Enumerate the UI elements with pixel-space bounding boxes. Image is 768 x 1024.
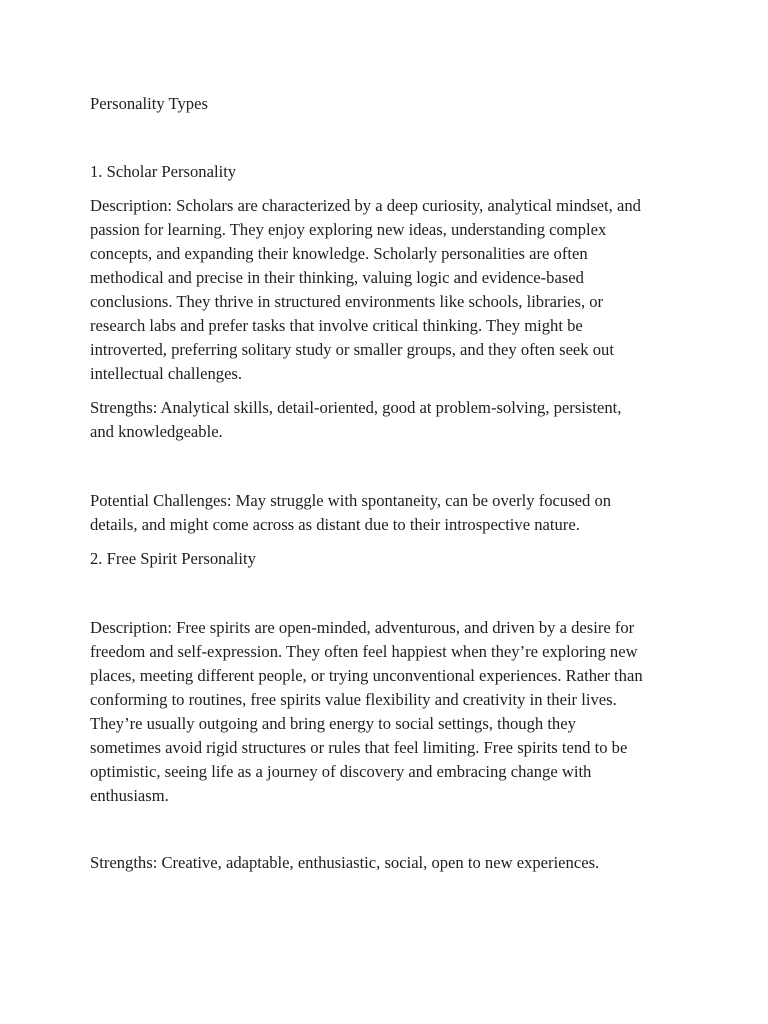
text-line: conforming to routines, free spirits value flexibility and creativity in their lives. <box>90 690 617 709</box>
text-line: and knowledgeable. <box>90 422 223 441</box>
text-line: freedom and self-expression. They often feel happiest when they’re exploring new <box>90 642 638 661</box>
section-heading-free-spirit <box>90 547 690 571</box>
text-line: research labs and prefer tasks that involve critical thinking. They might be <box>90 316 583 335</box>
text-line: sometimes avoid rigid structures or rules that feel limiting. Free spirits tend to be <box>90 738 628 757</box>
text-line: introverted, preferring solitary study or smaller groups, and they often seek out <box>90 340 614 359</box>
title-text: Personality Types <box>90 94 208 113</box>
text-line: concepts, and expanding their knowledge. Scholarly personalities are often <box>90 244 588 263</box>
heading-text: 1. Scholar Personality <box>90 162 237 181</box>
free-spirit-strengths <box>90 851 690 875</box>
text-line: passion for learning. They enjoy exploring new ideas, understanding complex <box>90 220 607 239</box>
text-line: places, meeting different people, or trying unconventional experiences. Rather than <box>90 666 643 685</box>
scholar-description <box>90 194 690 386</box>
text-line: They’re usually outgoing and bring energy to social settings, though they <box>90 714 576 733</box>
text-line: optimistic, seeing life as a journey of discovery and embracing change with <box>90 762 592 781</box>
text-line: Strengths: Creative, adaptable, enthusiastic, social, open to new experiences. <box>90 853 600 872</box>
document-title <box>90 92 690 116</box>
text-line: Description: Scholars are characterized by a deep curiosity, analytical mindset, and <box>90 196 641 215</box>
text-line: enthusiasm. <box>90 786 169 805</box>
heading-text: 2. Free Spirit Personality <box>90 549 256 568</box>
text-line: details, and might come across as distant due to their introspective nature. <box>90 515 580 534</box>
text-line: intellectual challenges. <box>90 364 243 383</box>
scholar-challenges <box>90 489 690 537</box>
text-line: Description: Free spirits are open-minded, adventurous, and driven by a desire for <box>90 618 635 637</box>
scholar-strengths <box>90 396 690 444</box>
section-heading-scholar <box>90 160 690 184</box>
free-spirit-description <box>90 616 690 808</box>
text-line: methodical and precise in their thinking, valuing logic and evidence-based <box>90 268 584 287</box>
text-line: Strengths: Analytical skills, detail-oriented, good at problem-solving, persistent, <box>90 398 622 417</box>
text-line: Potential Challenges: May struggle with spontaneity, can be overly focused on <box>90 491 612 510</box>
text-line: conclusions. They thrive in structured environments like schools, libraries, or <box>90 292 604 311</box>
